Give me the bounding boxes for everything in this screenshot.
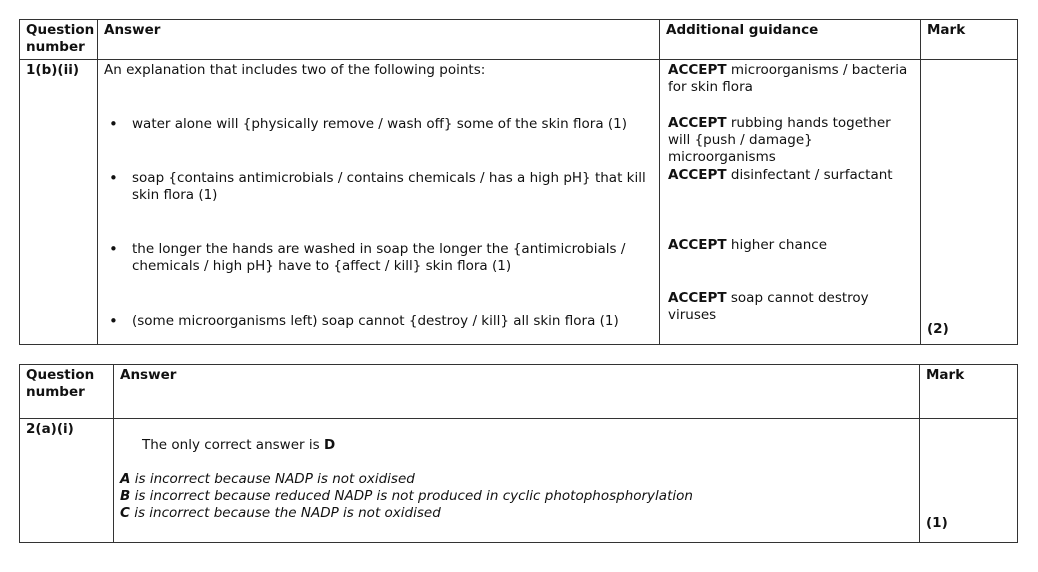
header-answer: Answer [114,365,920,419]
guidance-item [668,167,916,184]
mark-cell [921,60,1018,345]
guidance-text: rubbing hands together will {push / damage} microorganisms [668,115,891,165]
answer-cell [98,60,660,345]
correct-answer-line [120,437,913,454]
mark-value: (1) [926,515,948,531]
guidance-item [668,237,916,254]
guidance-item [668,62,916,96]
header-answer: Answer [98,20,660,60]
explanation-line [120,471,913,488]
header-mark: Mark [921,20,1018,60]
mark-value: (2) [927,321,949,337]
correct-answer-letter: D [323,437,336,453]
guidance-item [668,115,916,166]
answer-point: • the longer the hands are washed in soap the longer the {antimicrobials / chemicals / high pH} have to {affect / kill} skin flora (1) [104,241,653,275]
header-question-number: Question number [20,20,98,60]
answer-cell [114,419,920,543]
option-letter: A [120,471,131,487]
option-letter: B [120,488,131,504]
explanation-text: is incorrect because reduced NADP is not produced in cyclic photophosphorylation [130,488,693,504]
header-additional-guidance: Additional guidance [660,20,921,60]
answer-point: • soap {contains antimicrobials / contains chemicals / has a high pH} that kill skin flora (1) [104,170,653,204]
accept-keyword: ACCEPT [668,62,727,78]
explanation-text: is incorrect because the NADP is not oxidised [129,505,441,521]
guidance-cell [660,60,921,345]
header-question-number: Question number [20,365,114,419]
accept-keyword: ACCEPT [668,115,727,131]
correct-answer-prefix: The only correct answer is [142,437,324,453]
answer-point: • (some microorganisms left) soap cannot {destroy / kill} all skin flora (1) [104,313,653,330]
incorrect-explanations [120,471,913,522]
accept-keyword: ACCEPT [668,237,727,253]
mark-scheme-table-1 [19,19,1018,345]
question-number: 2(a)(i) [20,419,114,543]
answer-intro: An explanation that includes two of the following points: [104,62,486,78]
header-mark: Mark [920,365,1018,419]
mark-scheme-table-2 [19,364,1018,543]
guidance-text: soap cannot destroy viruses [668,290,869,323]
mark-cell [920,419,1018,543]
answer-point: • water alone will {physically remove / wash off} some of the skin flora (1) [104,116,653,133]
explanation-text: is incorrect because NADP is not oxidised [130,471,415,487]
guidance-text: higher chance [726,237,827,253]
explanation-line [120,488,913,505]
accept-keyword: ACCEPT [668,290,727,306]
accept-keyword: ACCEPT [668,167,727,183]
question-number: 1(b)(ii) [20,60,98,345]
guidance-item [668,290,916,324]
explanation-line [120,505,913,522]
guidance-text: microorganisms / bacteria for skin flora [668,62,908,95]
guidance-text: disinfectant / surfactant [726,167,893,183]
option-letter: C [120,505,130,521]
